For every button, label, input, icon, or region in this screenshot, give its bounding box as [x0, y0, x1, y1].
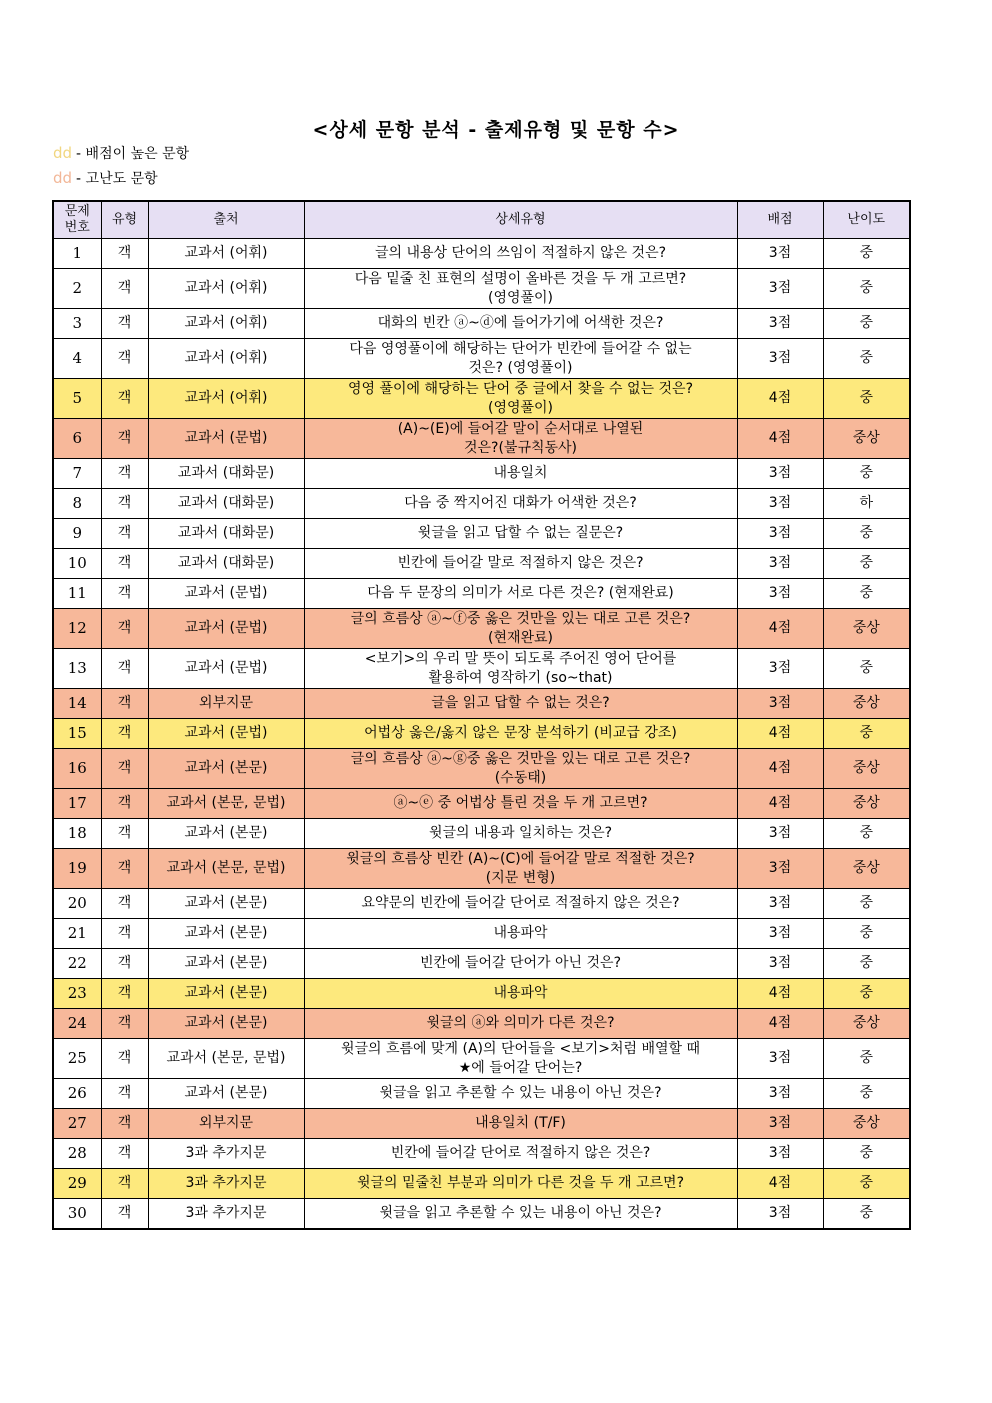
- legend-label-hard: - 고난도 문항: [76, 171, 158, 187]
- cell-detail: 윗글의 흐름에 맞게 (A)의 단어들을 <보기>처럼 배열할 때 ★에 들어갈 단어는?: [304, 1039, 737, 1079]
- cell-detail: 윗글의 흐름상 빈칸 (A)~(C)에 들어갈 말로 적절한 것은? (지문 변형): [304, 849, 737, 889]
- cell-detail: 다음 밑줄 친 표현의 설명이 올바른 것을 두 개 고르면? (영영풀이): [304, 269, 737, 309]
- cell-level: 중상: [823, 419, 910, 459]
- cell-detail: 글의 흐름상 ⓐ~ⓕ중 옳은 것만을 있는 대로 고른 것은? (현재완료): [304, 609, 737, 649]
- cell-type: 객: [101, 979, 148, 1009]
- legend-high-difficulty: [53, 169, 158, 188]
- table-row: [53, 649, 910, 689]
- cell-source: 교과서 (문법): [148, 609, 304, 649]
- cell-detail: 대화의 빈칸 ⓐ~ⓓ에 들어가기에 어색한 것은?: [304, 309, 737, 339]
- cell-level: 중: [823, 1169, 910, 1199]
- cell-number: 30: [53, 1199, 101, 1230]
- cell-number: 1: [53, 239, 101, 269]
- cell-type: 객: [101, 819, 148, 849]
- cell-number: 21: [53, 919, 101, 949]
- cell-detail: 빈칸에 들어갈 단어가 아닌 것은?: [304, 949, 737, 979]
- cell-type: 객: [101, 519, 148, 549]
- cell-detail: 윗글의 내용과 일치하는 것은?: [304, 819, 737, 849]
- cell-source: 교과서 (문법): [148, 649, 304, 689]
- cell-type: 객: [101, 1169, 148, 1199]
- cell-score: 4점: [737, 1169, 823, 1199]
- cell-detail: ⓐ~ⓔ 중 어법상 틀린 것을 두 개 고르면?: [304, 789, 737, 819]
- table-row: [53, 309, 910, 339]
- cell-type: 객: [101, 849, 148, 889]
- cell-source: 교과서 (문법): [148, 419, 304, 459]
- cell-detail: 글을 읽고 답할 수 없는 것은?: [304, 689, 737, 719]
- cell-detail: 윗글을 읽고 추론할 수 있는 내용이 아닌 것은?: [304, 1079, 737, 1109]
- cell-level: 중: [823, 1199, 910, 1230]
- cell-number: 22: [53, 949, 101, 979]
- cell-source: 교과서 (어휘): [148, 269, 304, 309]
- table-row: [53, 1199, 910, 1230]
- cell-number: 18: [53, 819, 101, 849]
- cell-number: 24: [53, 1009, 101, 1039]
- cell-level: 중상: [823, 789, 910, 819]
- legend-swatch-high: dd: [53, 144, 73, 162]
- cell-score: 3점: [737, 1039, 823, 1079]
- cell-number: 25: [53, 1039, 101, 1079]
- cell-detail: 내용일치 (T/F): [304, 1109, 737, 1139]
- cell-number: 11: [53, 579, 101, 609]
- cell-level: 중: [823, 379, 910, 419]
- cell-type: 객: [101, 549, 148, 579]
- cell-type: 객: [101, 749, 148, 789]
- cell-source: 교과서 (본문): [148, 749, 304, 789]
- cell-type: 객: [101, 609, 148, 649]
- cell-detail: 다음 중 짝지어진 대화가 어색한 것은?: [304, 489, 737, 519]
- table-row: [53, 849, 910, 889]
- cell-score: 3점: [737, 489, 823, 519]
- cell-type: 객: [101, 919, 148, 949]
- table-row: [53, 889, 910, 919]
- cell-type: 객: [101, 1139, 148, 1169]
- cell-type: 객: [101, 719, 148, 749]
- table-row: [53, 979, 910, 1009]
- cell-score: 3점: [737, 919, 823, 949]
- cell-source: 교과서 (본문): [148, 919, 304, 949]
- table-row: [53, 789, 910, 819]
- cell-score: 4점: [737, 979, 823, 1009]
- cell-source: 교과서 (어휘): [148, 339, 304, 379]
- cell-source: 외부지문: [148, 689, 304, 719]
- cell-number: 27: [53, 1109, 101, 1139]
- cell-number: 13: [53, 649, 101, 689]
- cell-number: 3: [53, 309, 101, 339]
- cell-type: 객: [101, 579, 148, 609]
- cell-score: 3점: [737, 269, 823, 309]
- cell-source: 교과서 (본문, 문법): [148, 1039, 304, 1079]
- page-title: <상세 문항 분석 - 출제유형 및 문항 수>: [312, 119, 680, 141]
- cell-detail: 글의 내용상 단어의 쓰임이 적절하지 않은 것은?: [304, 239, 737, 269]
- cell-source: 교과서 (대화문): [148, 459, 304, 489]
- cell-level: 하: [823, 489, 910, 519]
- header-detail: 상세유형: [304, 201, 737, 239]
- cell-score: 4점: [737, 609, 823, 649]
- cell-number: 4: [53, 339, 101, 379]
- legend-high-score: [53, 144, 189, 163]
- cell-level: 중: [823, 459, 910, 489]
- cell-level: 중: [823, 1139, 910, 1169]
- header-type: 유형: [101, 201, 148, 239]
- cell-type: 객: [101, 1039, 148, 1079]
- cell-source: 교과서 (대화문): [148, 519, 304, 549]
- cell-score: 4점: [737, 1009, 823, 1039]
- cell-score: 3점: [737, 339, 823, 379]
- cell-number: 14: [53, 689, 101, 719]
- cell-detail: 빈칸에 들어갈 단어로 적절하지 않은 것은?: [304, 1139, 737, 1169]
- cell-number: 28: [53, 1139, 101, 1169]
- cell-score: 3점: [737, 1109, 823, 1139]
- table-row: [53, 459, 910, 489]
- cell-number: 17: [53, 789, 101, 819]
- cell-type: 객: [101, 489, 148, 519]
- cell-source: 교과서 (본문): [148, 1009, 304, 1039]
- table-header-row: [53, 201, 910, 239]
- cell-type: 객: [101, 1199, 148, 1230]
- table-row: [53, 749, 910, 789]
- cell-score: 4점: [737, 719, 823, 749]
- cell-detail: (A)~(E)에 들어갈 말이 순서대로 나열된 것은?(불규칙동사): [304, 419, 737, 459]
- cell-level: 중: [823, 1039, 910, 1079]
- cell-level: 중: [823, 239, 910, 269]
- cell-score: 4점: [737, 419, 823, 459]
- cell-source: 3과 추가지문: [148, 1139, 304, 1169]
- header-source: 출처: [148, 201, 304, 239]
- cell-number: 12: [53, 609, 101, 649]
- cell-source: 3과 추가지문: [148, 1169, 304, 1199]
- cell-number: 6: [53, 419, 101, 459]
- cell-type: 객: [101, 459, 148, 489]
- cell-level: 중: [823, 579, 910, 609]
- cell-number: 19: [53, 849, 101, 889]
- cell-type: 객: [101, 379, 148, 419]
- cell-source: 교과서 (본문): [148, 889, 304, 919]
- table-row: [53, 489, 910, 519]
- cell-level: 중: [823, 919, 910, 949]
- table-row: [53, 1039, 910, 1079]
- cell-level: 중상: [823, 689, 910, 719]
- cell-number: 23: [53, 979, 101, 1009]
- cell-level: 중: [823, 339, 910, 379]
- cell-detail: <보기>의 우리 말 뜻이 되도록 주어진 영어 단어를 활용하여 영작하기 (so~that): [304, 649, 737, 689]
- cell-detail: 다음 두 문장의 의미가 서로 다른 것은? (현재완료): [304, 579, 737, 609]
- cell-score: 3점: [737, 309, 823, 339]
- analysis-table: [52, 200, 911, 1230]
- cell-level: 중: [823, 1079, 910, 1109]
- cell-detail: 윗글을 읽고 답할 수 없는 질문은?: [304, 519, 737, 549]
- cell-score: 3점: [737, 1199, 823, 1230]
- cell-source: 교과서 (문법): [148, 719, 304, 749]
- cell-detail: 글의 흐름상 ⓐ~ⓖ중 옳은 것만을 있는 대로 고른 것은? (수동태): [304, 749, 737, 789]
- cell-score: 3점: [737, 849, 823, 889]
- cell-level: 중상: [823, 1109, 910, 1139]
- cell-score: 3점: [737, 459, 823, 489]
- legend-label-high: - 배점이 높은 문항: [76, 146, 190, 162]
- cell-detail: 윗글의 밑줄친 부분과 의미가 다른 것을 두 개 고르면?: [304, 1169, 737, 1199]
- cell-level: 중: [823, 649, 910, 689]
- cell-detail: 내용파악: [304, 979, 737, 1009]
- cell-detail: 다음 영영풀이에 해당하는 단어가 빈칸에 들어갈 수 없는 것은? (영영풀이): [304, 339, 737, 379]
- cell-detail: 영영 풀이에 해당하는 단어 중 글에서 찾을 수 없는 것은? (영영풀이): [304, 379, 737, 419]
- header-level: 난이도: [823, 201, 910, 239]
- cell-number: 9: [53, 519, 101, 549]
- table-row: [53, 609, 910, 649]
- cell-type: 객: [101, 339, 148, 379]
- cell-detail: 빈칸에 들어갈 말로 적절하지 않은 것은?: [304, 549, 737, 579]
- cell-score: 3점: [737, 949, 823, 979]
- cell-type: 객: [101, 239, 148, 269]
- cell-number: 8: [53, 489, 101, 519]
- cell-level: 중상: [823, 609, 910, 649]
- cell-level: 중: [823, 949, 910, 979]
- cell-source: 교과서 (본문, 문법): [148, 849, 304, 889]
- cell-type: 객: [101, 1109, 148, 1139]
- cell-level: 중: [823, 269, 910, 309]
- cell-score: 3점: [737, 1079, 823, 1109]
- cell-level: 중: [823, 309, 910, 339]
- cell-number: 7: [53, 459, 101, 489]
- cell-source: 교과서 (대화문): [148, 489, 304, 519]
- cell-type: 객: [101, 1079, 148, 1109]
- cell-detail: 내용일치: [304, 459, 737, 489]
- cell-score: 3점: [737, 519, 823, 549]
- table-row: [53, 949, 910, 979]
- cell-detail: 윗글을 읽고 추론할 수 있는 내용이 아닌 것은?: [304, 1199, 737, 1230]
- cell-source: 3과 추가지문: [148, 1199, 304, 1230]
- cell-detail: 내용파악: [304, 919, 737, 949]
- table-row: [53, 549, 910, 579]
- cell-level: 중: [823, 719, 910, 749]
- table-row: [53, 519, 910, 549]
- cell-source: 교과서 (문법): [148, 579, 304, 609]
- cell-type: 객: [101, 949, 148, 979]
- cell-detail: 윗글의 ⓐ와 의미가 다른 것은?: [304, 1009, 737, 1039]
- cell-type: 객: [101, 689, 148, 719]
- cell-score: 4점: [737, 789, 823, 819]
- cell-detail: 어법상 옳은/옳지 않은 문장 분석하기 (비교급 강조): [304, 719, 737, 749]
- cell-source: 교과서 (본문): [148, 819, 304, 849]
- cell-type: 객: [101, 1009, 148, 1039]
- cell-score: 3점: [737, 239, 823, 269]
- cell-score: 3점: [737, 819, 823, 849]
- table-row: [53, 339, 910, 379]
- cell-source: 교과서 (어휘): [148, 309, 304, 339]
- cell-source: 교과서 (어휘): [148, 239, 304, 269]
- table-row: [53, 239, 910, 269]
- cell-level: 중상: [823, 749, 910, 789]
- cell-number: 15: [53, 719, 101, 749]
- table-row: [53, 719, 910, 749]
- table-row: [53, 919, 910, 949]
- cell-score: 3점: [737, 689, 823, 719]
- table-row: [53, 1139, 910, 1169]
- cell-type: 객: [101, 789, 148, 819]
- cell-score: 3점: [737, 1139, 823, 1169]
- cell-source: 교과서 (어휘): [148, 379, 304, 419]
- cell-score: 3점: [737, 889, 823, 919]
- cell-number: 5: [53, 379, 101, 419]
- cell-level: 중: [823, 979, 910, 1009]
- cell-number: 2: [53, 269, 101, 309]
- cell-source: 교과서 (본문): [148, 949, 304, 979]
- table-row: [53, 269, 910, 309]
- cell-level: 중상: [823, 849, 910, 889]
- cell-source: 교과서 (본문): [148, 979, 304, 1009]
- cell-source: 외부지문: [148, 1109, 304, 1139]
- legend-swatch-hard: dd: [53, 169, 73, 187]
- cell-level: 중: [823, 819, 910, 849]
- cell-source: 교과서 (대화문): [148, 549, 304, 579]
- cell-number: 26: [53, 1079, 101, 1109]
- cell-type: 객: [101, 309, 148, 339]
- cell-type: 객: [101, 889, 148, 919]
- table-row: [53, 1009, 910, 1039]
- cell-number: 16: [53, 749, 101, 789]
- table-row: [53, 579, 910, 609]
- cell-level: 중상: [823, 1009, 910, 1039]
- table-row: [53, 419, 910, 459]
- table-row: [53, 689, 910, 719]
- cell-level: 중: [823, 549, 910, 579]
- cell-number: 29: [53, 1169, 101, 1199]
- cell-level: 중: [823, 519, 910, 549]
- cell-type: 객: [101, 419, 148, 459]
- cell-source: 교과서 (본문): [148, 1079, 304, 1109]
- cell-type: 객: [101, 649, 148, 689]
- cell-score: 4점: [737, 749, 823, 789]
- table-row: [53, 1109, 910, 1139]
- table-row: [53, 1169, 910, 1199]
- cell-score: 4점: [737, 379, 823, 419]
- cell-detail: 요약문의 빈칸에 들어갈 단어로 적절하지 않은 것은?: [304, 889, 737, 919]
- cell-score: 3점: [737, 649, 823, 689]
- cell-number: 10: [53, 549, 101, 579]
- table-row: [53, 819, 910, 849]
- header-number: 문제 번호: [53, 201, 101, 239]
- cell-score: 3점: [737, 579, 823, 609]
- header-score: 배점: [737, 201, 823, 239]
- table-body: [53, 239, 910, 1230]
- table-row: [53, 1079, 910, 1109]
- cell-source: 교과서 (본문, 문법): [148, 789, 304, 819]
- cell-level: 중: [823, 889, 910, 919]
- cell-number: 20: [53, 889, 101, 919]
- cell-score: 3점: [737, 549, 823, 579]
- table-row: [53, 379, 910, 419]
- cell-type: 객: [101, 269, 148, 309]
